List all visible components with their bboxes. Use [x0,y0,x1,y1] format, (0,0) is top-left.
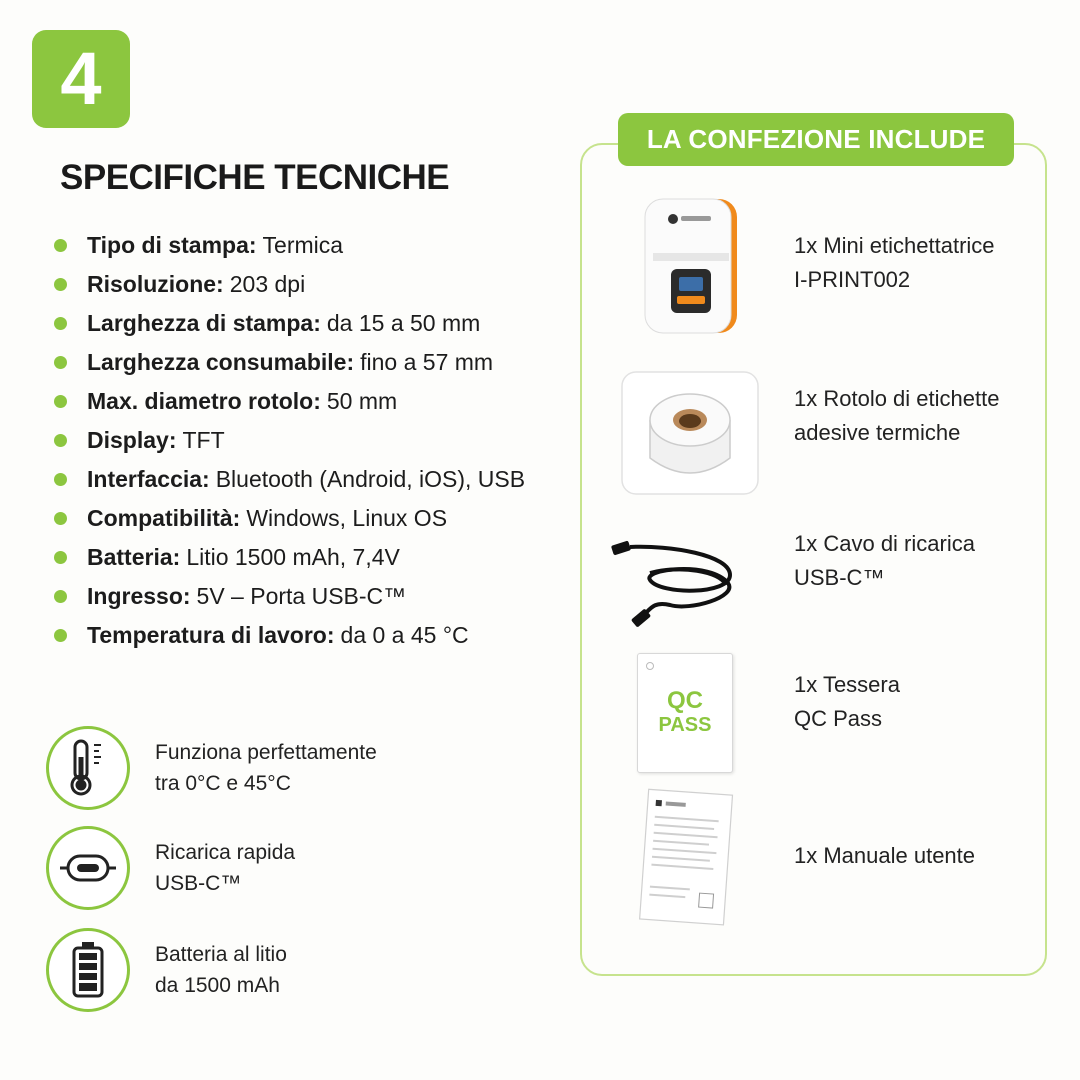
manual-image [610,788,760,928]
feature-text [155,939,287,1001]
spec-value: 5V – Porta USB-C™ [196,583,407,609]
usb-c-icon [46,826,130,910]
spec-key: Ingresso: [87,583,191,609]
package-item-line: 1x Rotolo di etichette [794,386,1000,411]
spec-key: Larghezza di stampa: [87,310,321,336]
thermometer-icon [46,726,130,810]
spec-key: Display: [87,427,177,453]
spec-value: Termica [262,232,344,258]
spec-key: Temperatura di lavoro: [87,622,335,648]
qc-card-text: PASS [658,714,712,736]
spec-value: fino a 57 mm [360,349,494,375]
package-item-line: 1x Mini etichettatrice [794,233,995,258]
label-printer-image [610,195,770,335]
spec-item [54,421,525,460]
feature-line: tra 0°C e 45°C [155,772,291,795]
bullet-icon [54,356,67,369]
bullet-icon [54,629,67,642]
package-item-line: 1x Tessera [794,672,900,697]
package-item-label [794,839,975,873]
spec-item [54,343,525,382]
spec-value: Litio 1500 mAh, 7,4V [186,544,400,570]
spec-key: Larghezza consumabile: [87,349,355,375]
label-roll-image [610,363,770,503]
spec-value: da 0 a 45 °C [340,622,469,648]
bullet-icon [54,434,67,447]
package-item [610,363,1030,503]
package-item-label [794,668,900,736]
usb-cable-image [610,510,750,650]
bullet-icon [54,278,67,291]
qc-card-text: QC [667,687,703,714]
spec-key: Max. diametro rotolo: [87,388,321,414]
spec-value: da 15 a 50 mm [326,310,481,336]
spec-value: 50 mm [326,388,398,414]
spec-value: 203 dpi [229,271,306,297]
feature-fast-charge [46,826,295,910]
bullet-icon [54,317,67,330]
feature-line: Funziona perfettamente [155,741,377,764]
feature-text [155,737,377,799]
spec-item [54,226,525,265]
bullet-icon [54,512,67,525]
bullet-icon [54,239,67,252]
spec-item [54,616,525,655]
spec-key: Tipo di stampa: [87,232,257,258]
spec-key: Risoluzione: [87,271,224,297]
spec-item [54,499,525,538]
package-item-line: 1x Manuale utente [794,843,976,868]
package-item [610,788,1030,928]
bullet-icon [54,590,67,603]
spec-item [54,460,525,499]
feature-line: da 1500 mAh [155,974,280,997]
feature-line: Ricarica rapida [155,841,296,864]
feature-text [155,837,295,899]
specs-title: SPECIFICHE TECNICHE [60,158,450,197]
package-item-line: I-PRINT002 [794,267,911,292]
step-number: 4 [60,37,102,120]
spec-key: Batteria: [87,544,181,570]
package-item-line: USB-C™ [794,565,885,590]
package-item-line: QC Pass [794,706,883,731]
package-item-line: 1x Cavo di ricarica [794,531,975,556]
package-item-label [794,382,999,450]
step-number-badge [32,30,130,128]
spec-item [54,382,525,421]
spec-item [54,577,525,616]
spec-item [54,265,525,304]
feature-temperature [46,726,377,810]
card-hole-icon [646,662,654,670]
specs-list [54,226,525,655]
feature-line: USB-C™ [155,872,242,895]
feature-battery [46,928,287,1012]
package-item [610,195,1030,335]
qc-card-image [610,643,760,783]
package-item [610,510,1030,650]
package-item [610,643,1030,783]
package-item-label [794,527,975,595]
bullet-icon [54,551,67,564]
spec-value: TFT [182,427,225,453]
spec-item [54,304,525,343]
package-item-line: adesive termiche [794,420,961,445]
bullet-icon [54,395,67,408]
battery-icon [46,928,130,1012]
package-title: LA CONFEZIONE INCLUDE [618,113,1014,166]
bullet-icon [54,473,67,486]
spec-key: Compatibilità: [87,505,241,531]
qc-card [637,653,733,773]
package-item-label [794,229,995,297]
spec-key: Interfaccia: [87,466,210,492]
spec-item [54,538,525,577]
feature-line: Batteria al litio [155,943,287,966]
spec-value: Bluetooth (Android, iOS), USB [215,466,526,492]
spec-value: Windows, Linux OS [246,505,448,531]
